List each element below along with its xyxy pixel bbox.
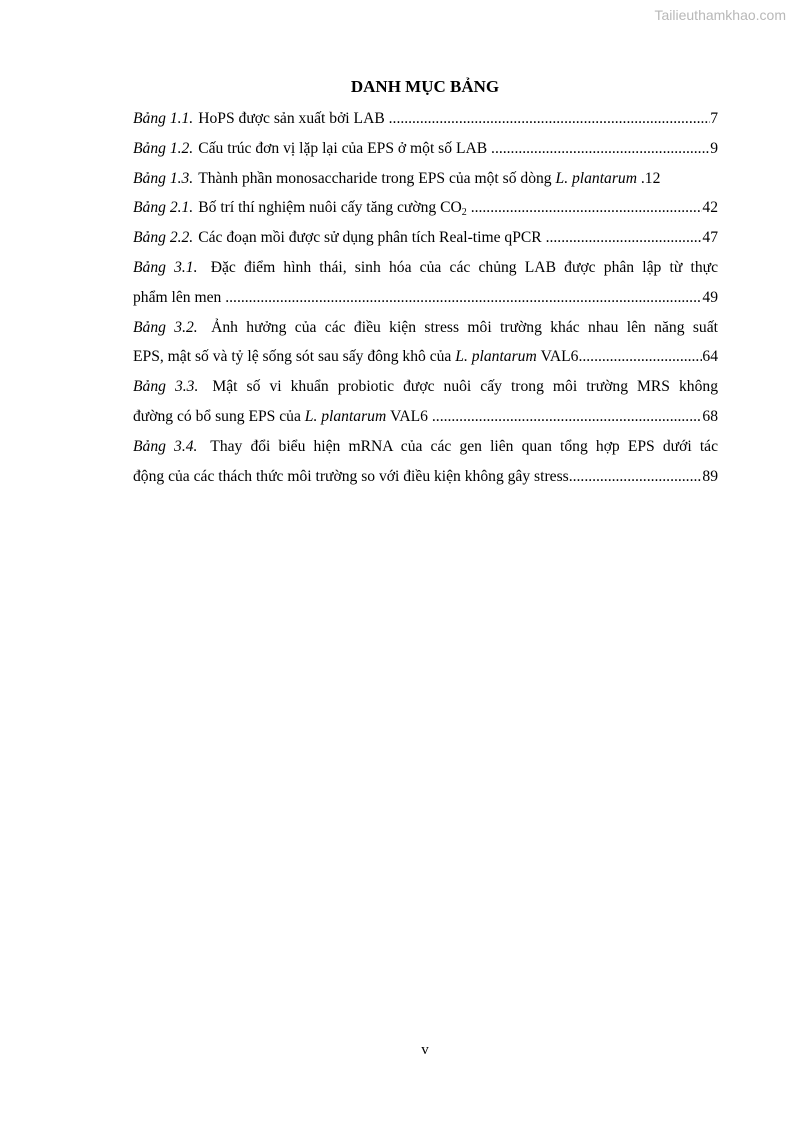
list-item[interactable] <box>133 223 718 253</box>
entry-title: Cấu trúc đơn vị lặp lại của EPS ở một số LAB <box>198 139 488 157</box>
page-number: v <box>421 1042 429 1058</box>
list-item[interactable] <box>133 432 718 492</box>
entry-title: Bố trí thí nghiệm nuôi cấy tăng cường $CO_2$ <box>198 199 467 219</box>
leader-dots <box>389 104 711 134</box>
leader-dots <box>432 402 703 432</box>
entry-title-cont: EPS, mật số và tỷ lệ sống sót sau sấy đông khô của <box>133 348 452 366</box>
entry-label: Bảng 3.2. <box>133 318 198 336</box>
entry-label: Bảng 3.3. <box>133 378 199 396</box>
entry-label: Bảng 3.4. <box>133 437 198 455</box>
species-name: L. plantarum <box>555 169 637 187</box>
list-item[interactable] <box>133 164 718 194</box>
strain-name: VAL6 <box>540 348 579 366</box>
leader-dots <box>569 462 703 492</box>
entry-page: 68 <box>702 407 718 425</box>
entry-title: Đặc điểm hình thái, sinh hóa của các chủng LAB được phân lập từ thực <box>210 258 719 276</box>
entry-title-cont: đường có bổ sung EPS của <box>133 407 301 425</box>
entry-label: Bảng 3.1. <box>133 258 198 276</box>
entry-page: .12 <box>640 169 661 187</box>
entry-title: Mật số vi khuẩn probiotic được nuôi cấy trong môi trường MRS không <box>212 378 718 396</box>
entry-title-cont: phẩm lên men <box>133 288 222 306</box>
entry-label: Bảng 2.2. <box>133 229 194 247</box>
entry-page: 89 <box>702 467 718 485</box>
entry-title-cont: động của các thách thức môi trường so với điều kiện không gây stress <box>133 467 569 485</box>
entry-page: 9 <box>710 139 718 157</box>
list-item[interactable] <box>133 134 718 164</box>
leader-dots <box>225 283 702 313</box>
entry-label: Bảng 1.1. <box>133 110 194 127</box>
leader-dots <box>471 193 703 223</box>
entry-title: HoPS được sản xuất bởi LAB <box>198 110 385 127</box>
entry-title: Thành phần monosaccharide trong EPS của một số dòng <box>198 169 552 187</box>
entry-title: Các đoạn mồi được sử dụng phân tích Real-time qPCR <box>198 229 542 247</box>
list-item[interactable] <box>133 193 718 223</box>
entry-page: 47 <box>702 229 718 247</box>
entry-title: Ảnh hưởng của các điều kiện stress môi trường khác nhau lên năng suất <box>211 318 718 336</box>
subscript-2: 2 <box>461 207 467 219</box>
species-name: L. plantarum <box>304 407 387 425</box>
list-item[interactable] <box>133 372 718 432</box>
entry-page: 64 <box>702 348 718 366</box>
entry-label: Bảng 1.2. <box>133 139 194 157</box>
entry-label: Bảng 2.1. <box>133 199 194 217</box>
table-list <box>133 104 718 491</box>
list-title: DANH MỤC BẢNG <box>350 77 500 96</box>
entry-page: 49 <box>702 288 718 306</box>
entry-page: 7 <box>710 110 718 127</box>
entry-label: Bảng 1.3. <box>133 169 194 187</box>
strain-name: VAL6 <box>390 407 428 425</box>
entry-page: 42 <box>702 199 718 217</box>
leader-dots <box>578 342 702 372</box>
watermark: Tailieuthamkhao.com <box>654 7 786 23</box>
leader-dots <box>491 134 710 164</box>
entry-title: Thay đổi biểu hiện mRNA của các gen liên quan tổng hợp EPS dưới tác <box>210 437 718 455</box>
list-item[interactable] <box>133 313 718 373</box>
list-item[interactable] <box>133 104 718 134</box>
leader-dots <box>546 223 703 253</box>
species-name: L. plantarum <box>455 348 537 366</box>
list-item[interactable] <box>133 253 718 313</box>
